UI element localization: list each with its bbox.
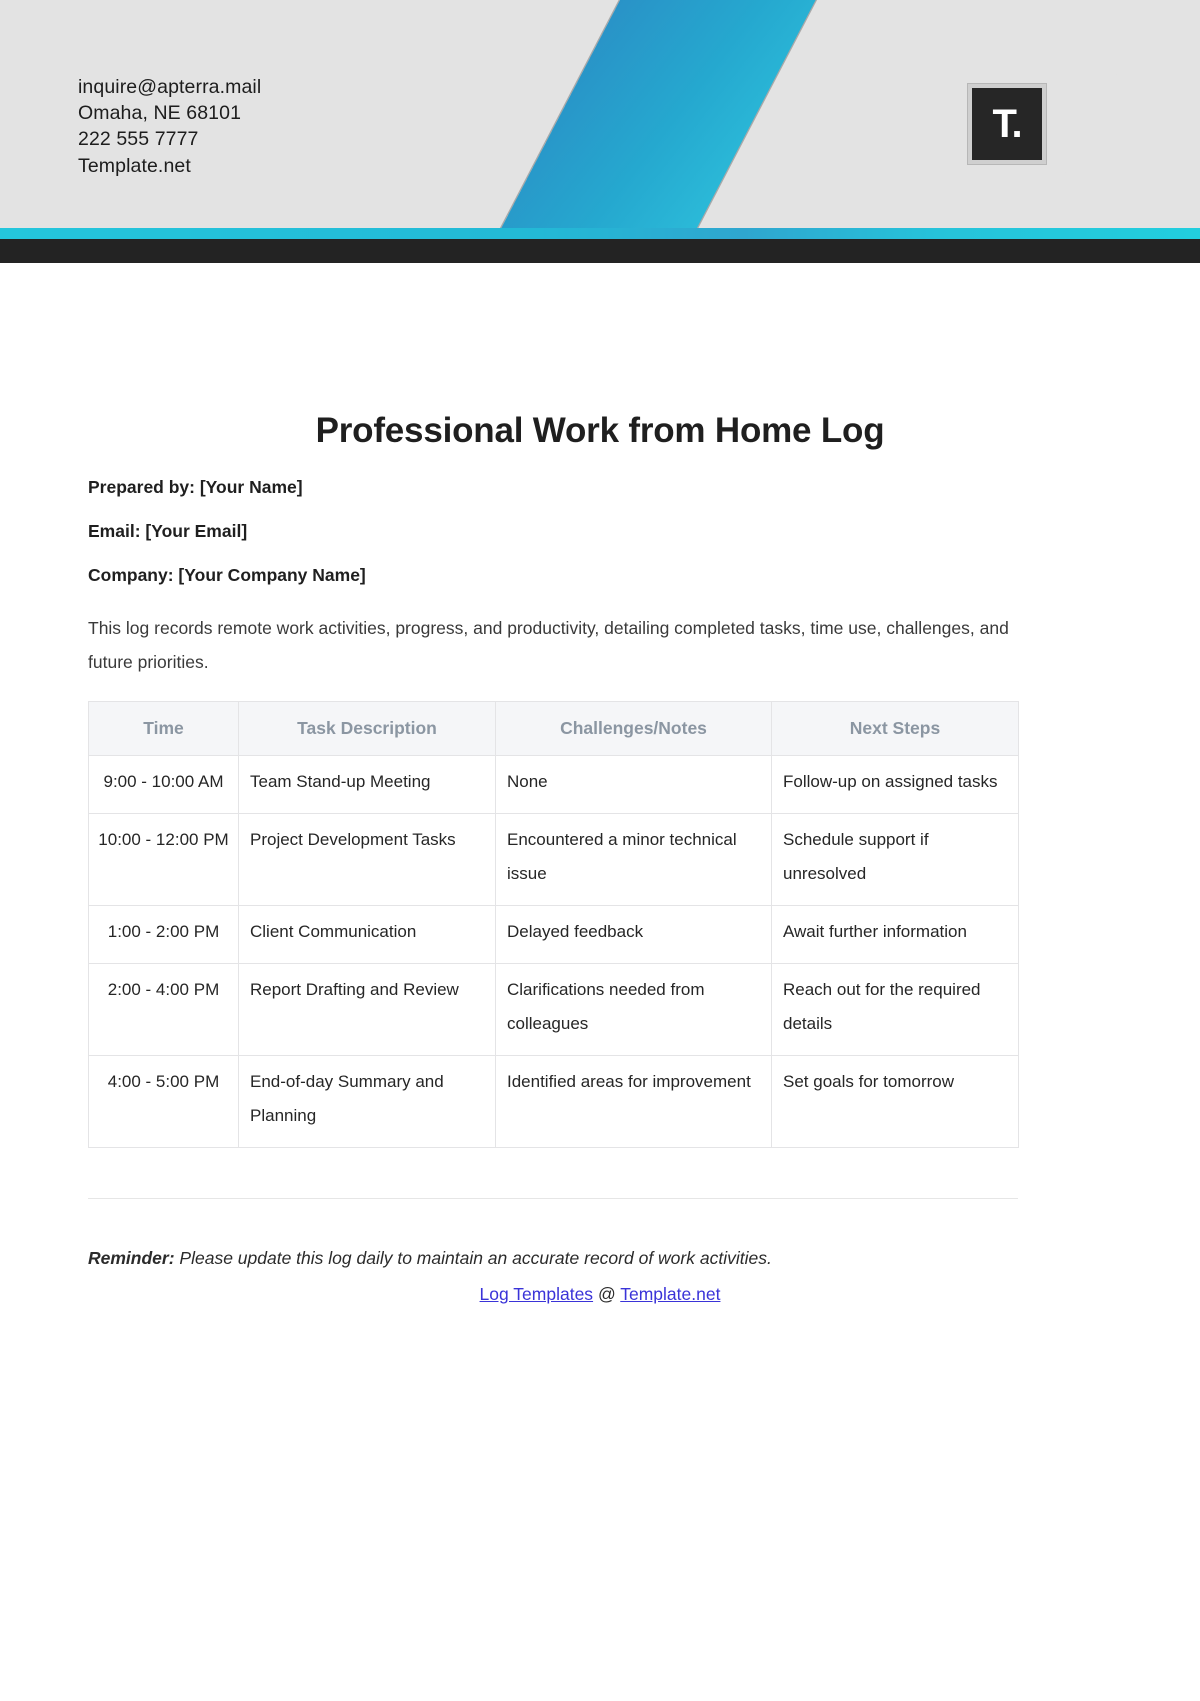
document-body <box>0 263 1200 1305</box>
cell-challenges: None <box>496 756 772 814</box>
contact-website: Template.net <box>78 154 191 177</box>
dark-bar <box>0 239 1200 263</box>
column-header-challenges: Challenges/Notes <box>496 702 772 756</box>
footer-divider <box>88 1198 1018 1199</box>
template-net-link[interactable]: Template.net <box>620 1284 721 1304</box>
table-row <box>89 814 1019 906</box>
cell-challenges: Clarifications needed from colleagues <box>496 964 772 1056</box>
brand-logo-icon <box>968 84 1046 164</box>
company-line: Company: [Your Company Name] <box>88 565 366 585</box>
table-header-row <box>89 702 1019 756</box>
cell-challenges: Encountered a minor technical issue <box>496 814 772 906</box>
cell-time: 9:00 - 10:00 AM <box>89 756 239 814</box>
contact-address: Omaha, NE 68101 <box>78 102 242 125</box>
column-header-task: Task Description <box>239 702 496 756</box>
logo-letter: T. <box>992 102 1022 146</box>
cell-time: 1:00 - 2:00 PM <box>89 906 239 964</box>
reminder-note <box>88 1246 1112 1270</box>
cell-next-steps: Schedule support if unresolved <box>772 814 1019 906</box>
table-row <box>89 1056 1019 1148</box>
cell-task: Team Stand-up Meeting <box>239 756 496 814</box>
cell-next-steps: Follow-up on assigned tasks <box>772 756 1019 814</box>
work-log-table <box>88 701 1019 1148</box>
cell-time: 10:00 - 12:00 PM <box>89 814 239 906</box>
contact-info-block <box>78 74 261 179</box>
contact-phone: 222 555 7777 <box>78 128 199 151</box>
table-row <box>89 756 1019 814</box>
credit-separator: @ <box>597 1284 616 1304</box>
cell-task: Client Communication <box>239 906 496 964</box>
table-row <box>89 964 1019 1056</box>
credit-line <box>88 1284 1112 1305</box>
intro-paragraph: This log records remote work activities, progress, and productivity, detailing completed tasks, time use, challenges, and future priorities. <box>88 618 1009 672</box>
email-line: Email: [Your Email] <box>88 521 248 541</box>
reminder-text: Please update this log daily to maintain an accurate record of work activities. <box>179 1248 772 1268</box>
cell-task: End-of-day Summary and Planning <box>239 1056 496 1148</box>
log-templates-link[interactable]: Log Templates <box>479 1284 594 1304</box>
cell-task: Report Drafting and Review <box>239 964 496 1056</box>
cell-challenges: Identified areas for improvement <box>496 1056 772 1148</box>
document-header <box>0 0 1200 263</box>
prepared-by-line: Prepared by: [Your Name] <box>88 477 303 497</box>
cell-next-steps: Await further information <box>772 906 1019 964</box>
column-header-next-steps: Next Steps <box>772 702 1019 756</box>
reminder-label: Reminder: <box>88 1248 175 1268</box>
column-header-time: Time <box>89 702 239 756</box>
cell-next-steps: Set goals for tomorrow <box>772 1056 1019 1148</box>
contact-email: inquire@apterra.mail <box>78 76 262 98</box>
cell-time: 4:00 - 5:00 PM <box>89 1056 239 1148</box>
teal-strip <box>0 228 1200 239</box>
cell-time: 2:00 - 4:00 PM <box>89 964 239 1056</box>
cell-next-steps: Reach out for the required details <box>772 964 1019 1056</box>
cell-task: Project Development Tasks <box>239 814 496 906</box>
cell-challenges: Delayed feedback <box>496 906 772 964</box>
table-row <box>89 906 1019 964</box>
page-title: Professional Work from Home Log <box>315 411 885 450</box>
